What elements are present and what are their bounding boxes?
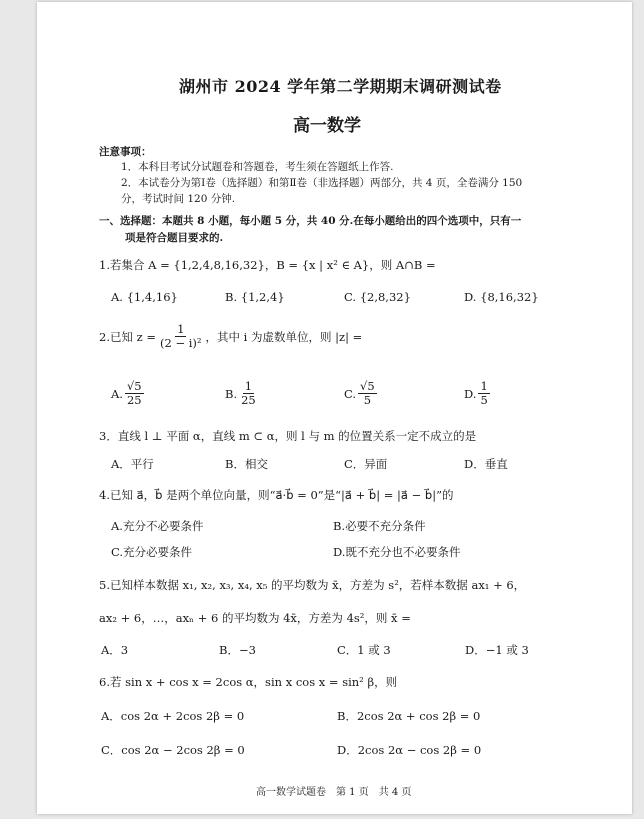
question-2-stem-post: ，其中 i 为虚数单位，则 |z| = [205, 329, 363, 344]
option-letter: D. [464, 386, 477, 401]
notice-heading: 注意事项： [99, 146, 152, 158]
option-fraction-num: √5 [126, 379, 142, 393]
question-2-fraction-den: (2 − i)² [159, 336, 202, 351]
question-4-option-d: D.既不充分也不必要条件 [333, 545, 461, 559]
question-5-option-d: D．−1 或 3 [465, 643, 529, 657]
question-1-option-d: D. {8,16,32} [464, 290, 539, 304]
question-2-option-d [464, 380, 492, 407]
question-4-option-b: B.必要不充分条件 [333, 519, 426, 533]
question-5-option-b: B．−3 [219, 643, 256, 657]
question-2-stem-pre: 2.已知 z = [99, 329, 156, 344]
option-fraction-num: 1 [244, 379, 253, 393]
question-4-stem: 4.已知 a⃗，b⃗ 是两个单位向量，则“a⃗·b⃗ = 0”是“|a⃗ + b⃗| = |a⃗ − b⃗|”的 [99, 488, 454, 502]
question-4-option-c: C.充分必要条件 [111, 545, 193, 559]
exam-page [37, 2, 632, 814]
exam-subtitle: 高一数学 [293, 116, 361, 136]
option-fraction-den: 25 [126, 393, 142, 408]
question-3-option-b: B．相交 [225, 457, 268, 471]
question-6-stem: 6.若 sin x + cos x = 2cos α，sin x cos x = sin² β，则 [99, 675, 398, 689]
question-6-option-d: D．2cos 2α − cos 2β = 0 [337, 743, 482, 757]
question-6-option-b: B．2cos 2α + cos 2β = 0 [337, 709, 481, 723]
option-fraction [125, 380, 144, 407]
question-2-option-a [111, 380, 146, 407]
option-letter: C. [344, 386, 357, 401]
question-2-option-c [344, 380, 379, 407]
question-3-option-d: D．垂直 [464, 457, 508, 471]
option-fraction-den: 25 [241, 393, 256, 408]
notice-line-1: 1．本科目考试分试题卷和答题卷，考生须在答题纸上作答. [121, 161, 394, 173]
option-fraction [239, 380, 258, 407]
question-1-option-c: C. {2,8,32} [344, 290, 411, 304]
notice-line-2a: 2．本试卷分为第Ⅰ卷（选择题）和第Ⅱ卷（非选择题）两部分，共 4 页，全卷满分 150 [121, 177, 523, 189]
question-1-stem: 1.若集合 A = {1,2,4,8,16,32}，B = {x | x² ∈ A}，则 A∩B = [99, 258, 436, 272]
question-6-option-c: C．cos 2α − 2cos 2β = 0 [101, 743, 245, 757]
option-fraction-den: 5 [363, 393, 372, 408]
question-3-stem: 3．直线 l ⊥ 平面 α，直线 m ⊂ α，则 l 与 m 的位置关系一定不成立的是 [99, 429, 477, 443]
question-1-option-a: A. {1,4,16} [111, 290, 178, 304]
question-2-stem [99, 323, 362, 350]
question-5-stem-line-2: ax₂ + 6，…，axₙ + 6 的平均数为 4x̄，方差为 4s²，则 x̄ = [99, 611, 411, 625]
question-5-option-a: A．3 [101, 643, 129, 657]
option-letter: A. [111, 386, 123, 401]
notice-line-2b: 分，考试时间 120 分钟. [121, 193, 236, 205]
question-6-option-a: A．cos 2α + 2cos 2β = 0 [101, 709, 245, 723]
option-letter: B. [225, 386, 238, 401]
section-heading-2: 项是符合题目要求的. [125, 232, 224, 244]
question-3-option-a: A．平行 [111, 457, 154, 471]
question-4-option-a: A.充分不必要条件 [111, 519, 204, 533]
section-heading-1: 一、选择题：本题共 8 小题，每小题 5 分，共 40 分.在每小题给出的四个选项中，只有一 [99, 215, 522, 227]
question-2-fraction [158, 323, 204, 350]
question-2-fraction-num: 1 [177, 322, 185, 336]
question-1-option-b: B. {1,2,4} [225, 290, 285, 304]
option-fraction-num: √5 [360, 379, 375, 393]
question-2-option-b [225, 380, 260, 407]
option-fraction [358, 380, 377, 407]
option-fraction-num: 1 [480, 379, 488, 393]
option-fraction [478, 380, 489, 407]
exam-title: 湖州市 2024 学年第二学期期末调研测试卷 [179, 77, 502, 96]
option-fraction-den: 5 [480, 393, 488, 408]
question-3-option-c: C．异面 [344, 457, 388, 471]
page-footer: 高一数学试题卷 第 1 页 共 4 页 [256, 787, 412, 798]
question-5-option-c: C．1 或 3 [337, 643, 391, 657]
question-5-stem-line-1: 5.已知样本数据 x₁, x₂, x₃, x₄, x₅ 的平均数为 x̄，方差为 s²，若样本数据 ax₁ + 6， [99, 578, 526, 592]
